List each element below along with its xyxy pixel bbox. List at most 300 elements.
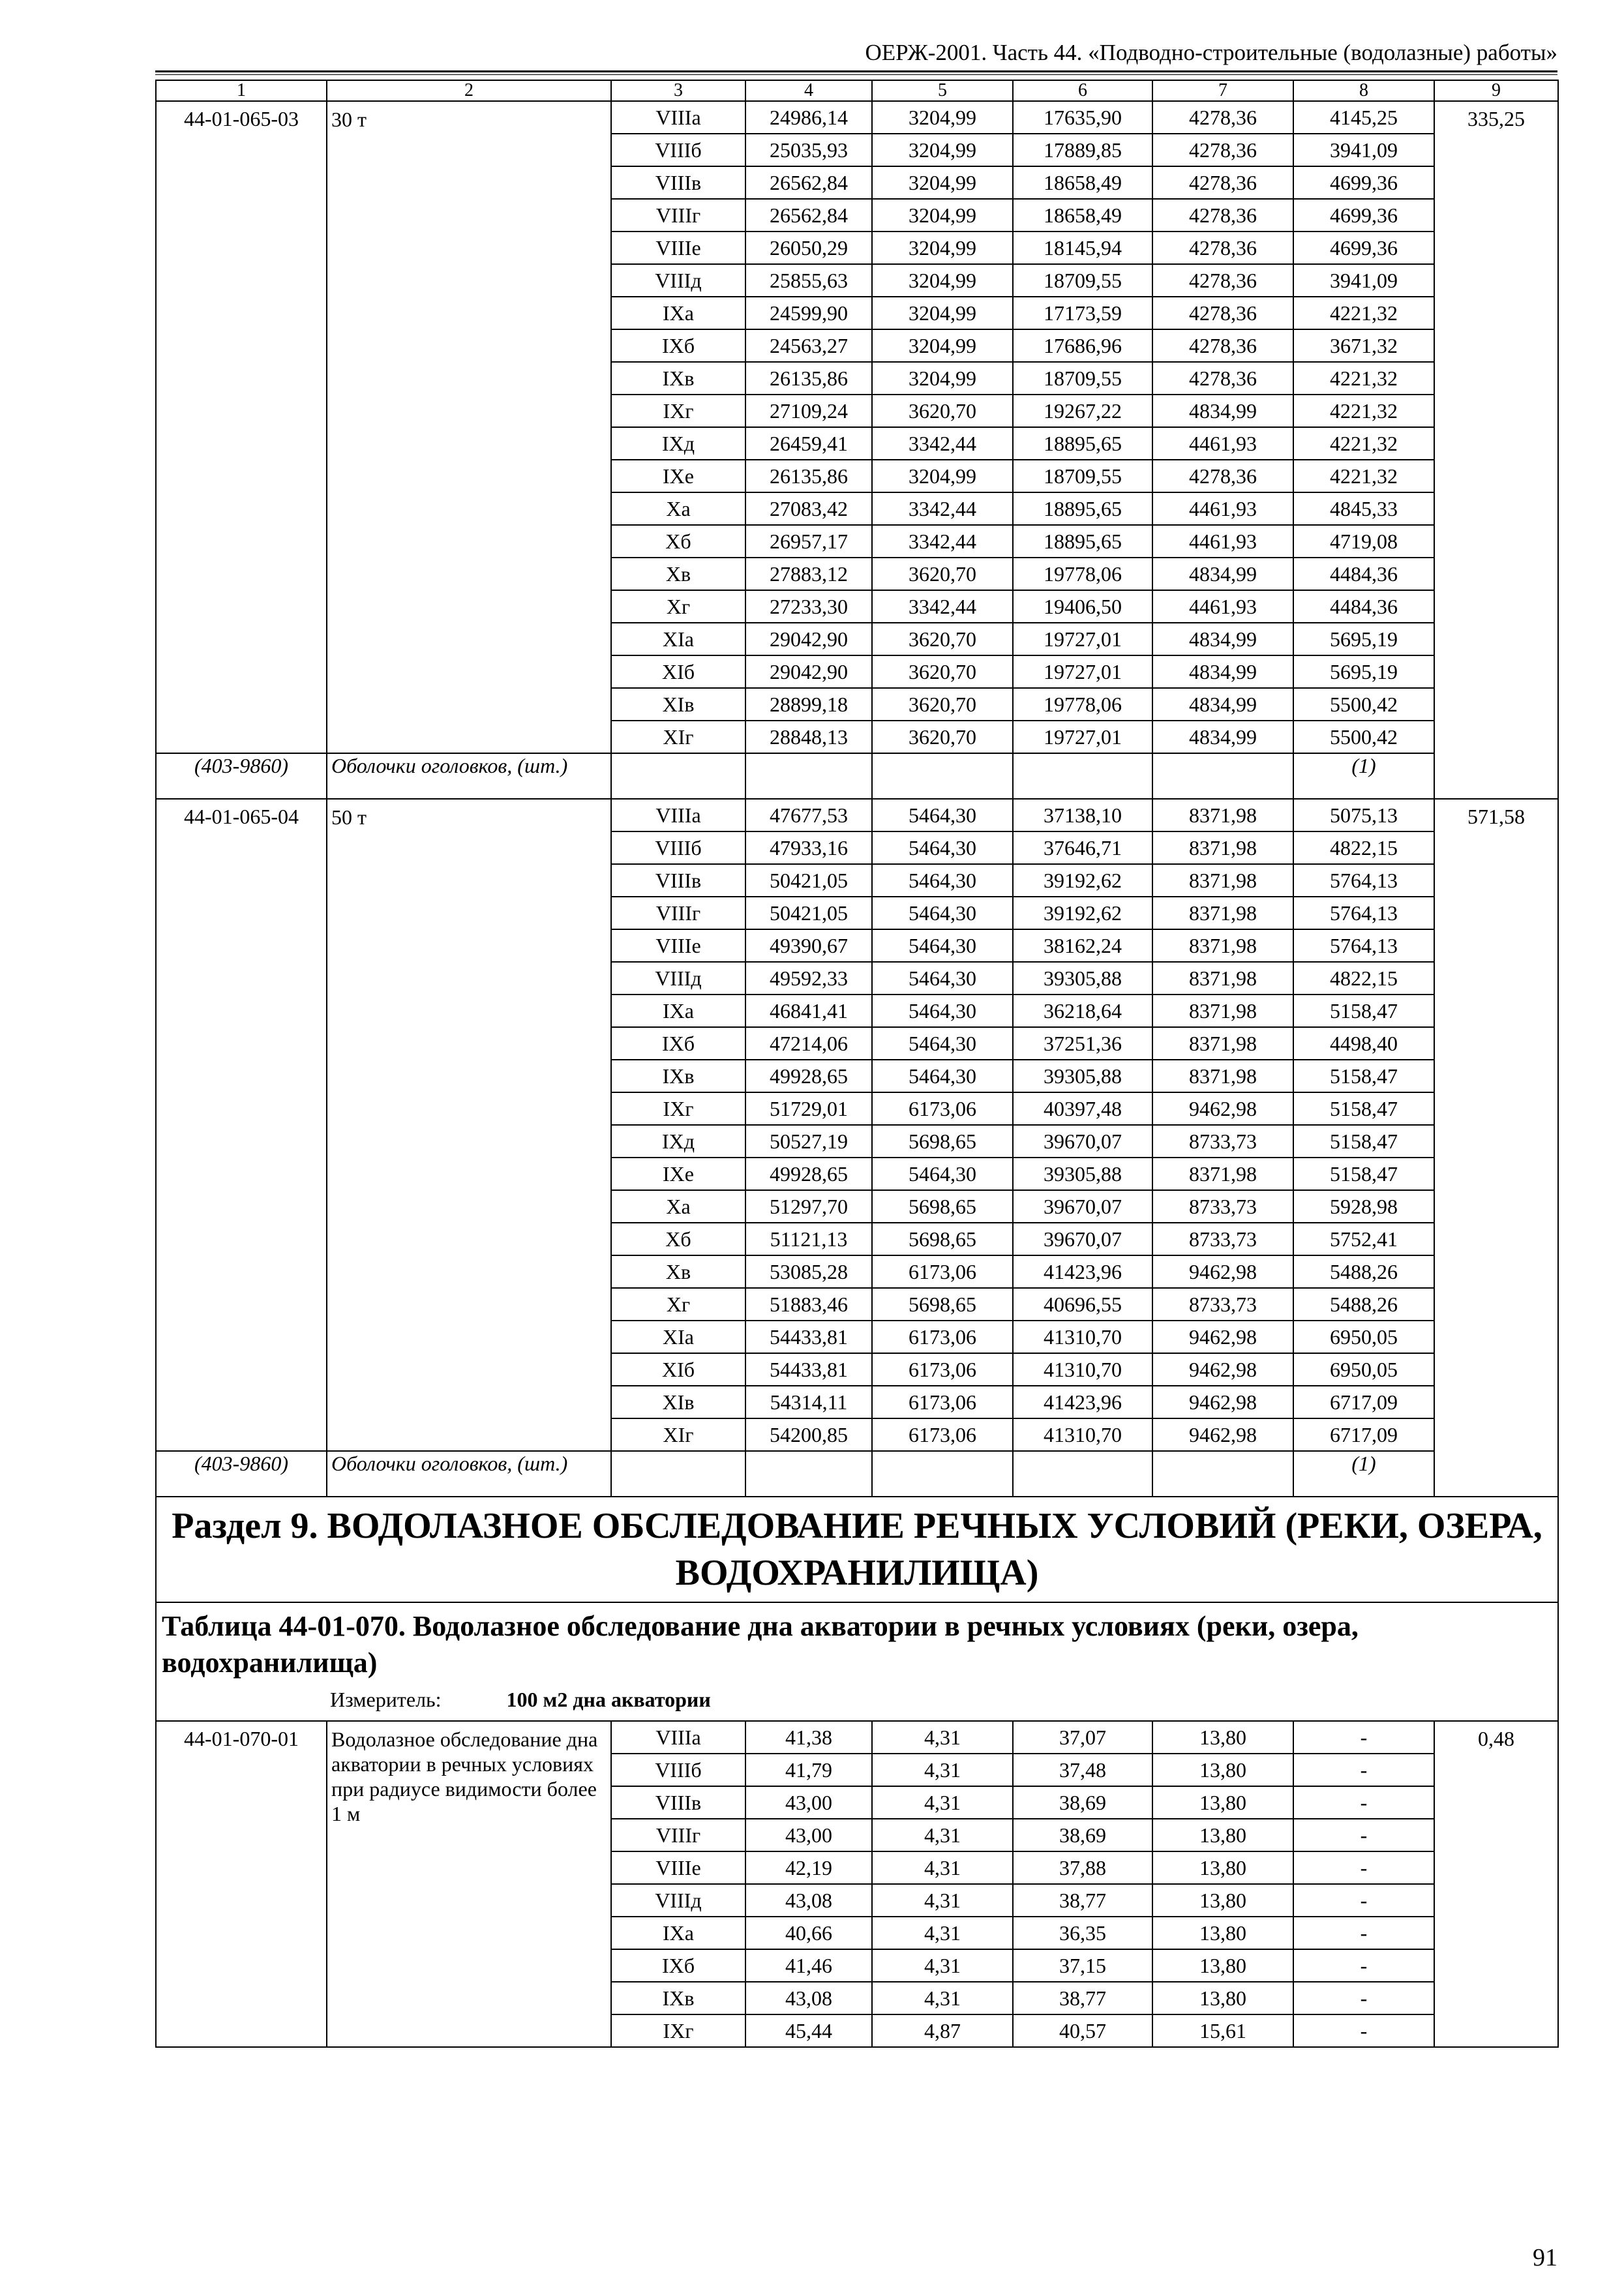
value-cell: 19778,06 [1013, 688, 1152, 721]
value-cell: 8371,98 [1152, 799, 1293, 831]
value-cell: - [1293, 1982, 1434, 2014]
value-cell: 27233,30 [745, 590, 872, 623]
value-cell: 40397,48 [1013, 1092, 1152, 1125]
rates-table [155, 80, 1559, 2048]
zone-cell: IXа [611, 1917, 745, 1949]
value-cell: 6717,09 [1293, 1386, 1434, 1418]
value-cell: - [1293, 1884, 1434, 1917]
value-cell: 41,46 [745, 1949, 872, 1982]
value-cell: 41310,70 [1013, 1418, 1152, 1451]
column-number: 6 [1013, 80, 1152, 101]
value-cell: 4834,99 [1152, 623, 1293, 655]
value-cell: 4278,36 [1152, 199, 1293, 232]
value-cell: 13,80 [1152, 1884, 1293, 1917]
zone-cell: IXб [611, 1027, 745, 1060]
value-cell: 4,31 [872, 1754, 1013, 1786]
value-cell: 37,48 [1013, 1754, 1152, 1786]
zone-cell: IXв [611, 1982, 745, 2014]
zone-cell: Xб [611, 1223, 745, 1255]
value-cell: 24599,90 [745, 297, 872, 329]
value-cell: 9462,98 [1152, 1255, 1293, 1288]
table-row [156, 101, 1558, 134]
value-cell: 6173,06 [872, 1255, 1013, 1288]
value-cell: 8371,98 [1152, 1027, 1293, 1060]
zone-cell: Xг [611, 1288, 745, 1321]
value-cell: 53085,28 [745, 1255, 872, 1288]
section-title: Раздел 9. ВОДОЛАЗНОЕ ОБСЛЕДОВАНИЕ РЕЧНЫХ УСЛОВИЙ (РЕКИ, ОЗЕРА, ВОДОХРАНИЛИЩА) [156, 1497, 1558, 1602]
zone-cell: VIIIг [611, 199, 745, 232]
value-cell: - [1293, 1851, 1434, 1884]
zone-cell: Xв [611, 1255, 745, 1288]
value-cell: 4,31 [872, 1884, 1013, 1917]
value-cell: 38,69 [1013, 1819, 1152, 1851]
value-cell: 24986,14 [745, 101, 872, 134]
value-cell: 8371,98 [1152, 864, 1293, 897]
zone-cell: XIг [611, 1418, 745, 1451]
value-cell: 5158,47 [1293, 1125, 1434, 1158]
value-cell: 3620,70 [872, 558, 1013, 590]
value-cell: 8371,98 [1152, 831, 1293, 864]
value-cell: 26135,86 [745, 362, 872, 395]
page-number: 91 [1533, 2244, 1557, 2271]
value-cell: 5464,30 [872, 929, 1013, 962]
running-header: ОЕРЖ-2001. Часть 44. «Подводно-строительные (водолазные) работы» [865, 40, 1557, 65]
zone-cell: IXв [611, 1060, 745, 1092]
value-cell: 5500,42 [1293, 688, 1434, 721]
value-cell: - [1293, 1721, 1434, 1754]
value-cell: 47214,06 [745, 1027, 872, 1060]
value-cell: 17889,85 [1013, 134, 1152, 166]
section-row [156, 1497, 1558, 1602]
header-rule-thin [155, 74, 1557, 75]
value-cell: 6173,06 [872, 1092, 1013, 1125]
zone-cell: IXд [611, 1125, 745, 1158]
value-cell: 38162,24 [1013, 929, 1152, 962]
zone-cell: VIIIв [611, 1786, 745, 1819]
table-title-row [156, 1602, 1558, 1721]
rate-code: 44-01-065-03 [156, 101, 327, 753]
value-cell: 4278,36 [1152, 134, 1293, 166]
value-cell: 4278,36 [1152, 166, 1293, 199]
value-cell: 49928,65 [745, 1158, 872, 1190]
value-cell: 37646,71 [1013, 831, 1152, 864]
value-cell: 17173,59 [1013, 297, 1152, 329]
value-cell: 13,80 [1152, 1721, 1293, 1754]
value-cell: 3620,70 [872, 655, 1013, 688]
zone-cell: IXг [611, 1092, 745, 1125]
value-cell: 6717,09 [1293, 1418, 1434, 1451]
value-cell: 4221,32 [1293, 427, 1434, 460]
zone-cell: VIIIе [611, 929, 745, 962]
value-cell: 8733,73 [1152, 1190, 1293, 1223]
value-cell: 37,15 [1013, 1949, 1152, 1982]
value-cell: 3941,09 [1293, 134, 1434, 166]
value-cell: - [1293, 1917, 1434, 1949]
zone-cell: XIа [611, 623, 745, 655]
col9-value: 571,58 [1434, 799, 1558, 1497]
value-cell: 3204,99 [872, 460, 1013, 492]
value-cell: 4278,36 [1152, 264, 1293, 297]
empty-cell [611, 1451, 745, 1497]
value-cell: 26050,29 [745, 232, 872, 264]
value-cell: 17635,90 [1013, 101, 1152, 134]
value-cell: 13,80 [1152, 1982, 1293, 2014]
value-cell: 3204,99 [872, 232, 1013, 264]
value-cell: 42,19 [745, 1851, 872, 1884]
value-cell: - [1293, 1819, 1434, 1851]
value-cell: 4278,36 [1152, 297, 1293, 329]
value-cell: 18709,55 [1013, 264, 1152, 297]
table-row [156, 799, 1558, 831]
value-cell: 50421,05 [745, 897, 872, 929]
value-cell: 3342,44 [872, 427, 1013, 460]
zone-cell: Xб [611, 525, 745, 558]
measure-label: Измеритель: [330, 1688, 442, 1711]
value-cell: 4822,15 [1293, 831, 1434, 864]
zone-cell: VIIIг [611, 897, 745, 929]
zone-cell: VIIIг [611, 1819, 745, 1851]
table-row [156, 1721, 1558, 1754]
value-cell: 39192,62 [1013, 864, 1152, 897]
value-cell: 51883,46 [745, 1288, 872, 1321]
value-cell: 4278,36 [1152, 362, 1293, 395]
zone-cell: IXг [611, 395, 745, 427]
value-cell: 5464,30 [872, 995, 1013, 1027]
value-cell: 40,66 [745, 1917, 872, 1949]
value-cell: 3342,44 [872, 525, 1013, 558]
value-cell: 5698,65 [872, 1125, 1013, 1158]
value-cell: 37138,10 [1013, 799, 1152, 831]
rate-name: 30 т [327, 101, 611, 753]
value-cell: 38,77 [1013, 1982, 1152, 2014]
value-cell: 26562,84 [745, 166, 872, 199]
value-cell: 13,80 [1152, 1819, 1293, 1851]
value-cell: 4834,99 [1152, 688, 1293, 721]
value-cell: 13,80 [1152, 1786, 1293, 1819]
value-cell: 51297,70 [745, 1190, 872, 1223]
value-cell: 26459,41 [745, 427, 872, 460]
value-cell: 27883,12 [745, 558, 872, 590]
value-cell: 4834,99 [1152, 655, 1293, 688]
value-cell: 49390,67 [745, 929, 872, 962]
value-cell: 3204,99 [872, 297, 1013, 329]
zone-cell: IXе [611, 460, 745, 492]
value-cell: 3204,99 [872, 329, 1013, 362]
zone-cell: IXд [611, 427, 745, 460]
value-cell: 3671,32 [1293, 329, 1434, 362]
value-cell: 54200,85 [745, 1418, 872, 1451]
value-cell: 5928,98 [1293, 1190, 1434, 1223]
value-cell: 5752,41 [1293, 1223, 1434, 1255]
empty-cell [745, 1451, 872, 1497]
value-cell: 13,80 [1152, 1851, 1293, 1884]
value-cell: 28899,18 [745, 688, 872, 721]
value-cell: 8371,98 [1152, 1060, 1293, 1092]
value-cell: 18145,94 [1013, 232, 1152, 264]
value-cell: 18895,65 [1013, 492, 1152, 525]
empty-cell [872, 1451, 1013, 1497]
zone-cell: VIIIв [611, 166, 745, 199]
zone-cell: VIIIа [611, 1721, 745, 1754]
value-cell: 4,31 [872, 1949, 1013, 1982]
value-cell: 19267,22 [1013, 395, 1152, 427]
value-cell: 9462,98 [1152, 1092, 1293, 1125]
value-cell: 3204,99 [872, 362, 1013, 395]
value-cell: 9462,98 [1152, 1353, 1293, 1386]
value-cell: 4145,25 [1293, 101, 1434, 134]
value-cell: 18709,55 [1013, 460, 1152, 492]
zone-cell: VIIIб [611, 831, 745, 864]
value-cell: 29042,90 [745, 655, 872, 688]
value-cell: 40696,55 [1013, 1288, 1152, 1321]
note-code: (403-9860) [156, 753, 327, 799]
table-title: Таблица 44-01-070. Водолазное обследование дна акватории в речных условиях (реки, озера, водохранилища) [162, 1610, 1359, 1679]
value-cell: 19727,01 [1013, 623, 1152, 655]
zone-cell: VIIIа [611, 799, 745, 831]
value-cell: 41,38 [745, 1721, 872, 1754]
value-cell: 4461,93 [1152, 427, 1293, 460]
value-cell: 13,80 [1152, 1949, 1293, 1982]
value-cell: 37,07 [1013, 1721, 1152, 1754]
value-cell: 54433,81 [745, 1321, 872, 1353]
value-cell: 26957,17 [745, 525, 872, 558]
value-cell: 5464,30 [872, 864, 1013, 897]
value-cell: 4221,32 [1293, 395, 1434, 427]
value-cell: 45,44 [745, 2014, 872, 2047]
zone-cell: IXг [611, 2014, 745, 2047]
value-cell: 8371,98 [1152, 1158, 1293, 1190]
value-cell: 3342,44 [872, 590, 1013, 623]
value-cell: 4,31 [872, 1851, 1013, 1884]
empty-cell [745, 753, 872, 799]
value-cell: 18895,65 [1013, 525, 1152, 558]
zone-cell: Xа [611, 1190, 745, 1223]
column-number-row [156, 80, 1558, 101]
zone-cell: VIIIб [611, 134, 745, 166]
column-number: 9 [1434, 80, 1558, 101]
zone-cell: Xг [611, 590, 745, 623]
value-cell: 19727,01 [1013, 721, 1152, 753]
value-cell: 4,31 [872, 1917, 1013, 1949]
zone-cell: VIIIв [611, 864, 745, 897]
value-cell: 5500,42 [1293, 721, 1434, 753]
value-cell: 47933,16 [745, 831, 872, 864]
column-number: 2 [327, 80, 611, 101]
value-cell: 4484,36 [1293, 590, 1434, 623]
value-cell: 51121,13 [745, 1223, 872, 1255]
value-cell: 18658,49 [1013, 166, 1152, 199]
value-cell: 47677,53 [745, 799, 872, 831]
value-cell: 25855,63 [745, 264, 872, 297]
note-name: Оболочки оголовков, (шт.) [327, 753, 611, 799]
value-cell: 4221,32 [1293, 460, 1434, 492]
col9-value: 0,48 [1434, 1721, 1558, 2047]
value-cell: 5764,13 [1293, 897, 1434, 929]
value-cell: 6950,05 [1293, 1353, 1434, 1386]
value-cell: 39670,07 [1013, 1190, 1152, 1223]
value-cell: 4719,08 [1293, 525, 1434, 558]
col9-value: 335,25 [1434, 101, 1558, 799]
zone-cell: IXв [611, 362, 745, 395]
value-cell: 9462,98 [1152, 1321, 1293, 1353]
value-cell: 8371,98 [1152, 962, 1293, 995]
value-cell: 5464,30 [872, 831, 1013, 864]
value-cell: 9462,98 [1152, 1386, 1293, 1418]
value-cell: - [1293, 1786, 1434, 1819]
value-cell: 4,87 [872, 2014, 1013, 2047]
value-cell: 5075,13 [1293, 799, 1434, 831]
value-cell: 5695,19 [1293, 623, 1434, 655]
value-cell: 49928,65 [745, 1060, 872, 1092]
value-cell: 26135,86 [745, 460, 872, 492]
zone-cell: XIв [611, 688, 745, 721]
value-cell: 5764,13 [1293, 864, 1434, 897]
zone-cell: IXб [611, 1949, 745, 1982]
value-cell: 3941,09 [1293, 264, 1434, 297]
value-cell: 3620,70 [872, 721, 1013, 753]
value-cell: 6950,05 [1293, 1321, 1434, 1353]
value-cell: 27083,42 [745, 492, 872, 525]
value-cell: 5464,30 [872, 962, 1013, 995]
value-cell: 4278,36 [1152, 101, 1293, 134]
value-cell: 39192,62 [1013, 897, 1152, 929]
value-cell: 5464,30 [872, 897, 1013, 929]
note-row [156, 1451, 1558, 1497]
column-number: 4 [745, 80, 872, 101]
value-cell: 24563,27 [745, 329, 872, 362]
value-cell: 4834,99 [1152, 395, 1293, 427]
empty-cell [872, 753, 1013, 799]
value-cell: 6173,06 [872, 1321, 1013, 1353]
zone-cell: VIIIа [611, 101, 745, 134]
value-cell: 41310,70 [1013, 1353, 1152, 1386]
zone-cell: IXб [611, 329, 745, 362]
value-cell: 3620,70 [872, 623, 1013, 655]
zone-cell: Xв [611, 558, 745, 590]
value-cell: 13,80 [1152, 1917, 1293, 1949]
value-cell: 18709,55 [1013, 362, 1152, 395]
value-cell: 3620,70 [872, 395, 1013, 427]
value-cell: 5464,30 [872, 1060, 1013, 1092]
value-cell: 41423,96 [1013, 1255, 1152, 1288]
empty-cell [1152, 753, 1293, 799]
value-cell: 3204,99 [872, 199, 1013, 232]
value-cell: 50527,19 [745, 1125, 872, 1158]
value-cell: 18895,65 [1013, 427, 1152, 460]
value-cell: 54433,81 [745, 1353, 872, 1386]
value-cell: 5488,26 [1293, 1255, 1434, 1288]
value-cell: 4461,93 [1152, 492, 1293, 525]
value-cell: 39305,88 [1013, 962, 1152, 995]
value-cell: 38,77 [1013, 1884, 1152, 1917]
value-cell: 43,00 [745, 1819, 872, 1851]
value-cell: 3620,70 [872, 688, 1013, 721]
value-cell: 4461,93 [1152, 590, 1293, 623]
value-cell: 6173,06 [872, 1353, 1013, 1386]
value-cell: 8371,98 [1152, 929, 1293, 962]
value-cell: 50421,05 [745, 864, 872, 897]
value-cell: 38,69 [1013, 1786, 1152, 1819]
column-number: 1 [156, 80, 327, 101]
note-value: (1) [1293, 753, 1434, 799]
value-cell: 4834,99 [1152, 721, 1293, 753]
value-cell: 4834,99 [1152, 558, 1293, 590]
value-cell: 46841,41 [745, 995, 872, 1027]
value-cell: 5698,65 [872, 1288, 1013, 1321]
table-title-cell [156, 1602, 1558, 1721]
value-cell: 36218,64 [1013, 995, 1152, 1027]
value-cell: 4,31 [872, 1721, 1013, 1754]
value-cell: 54314,11 [745, 1386, 872, 1418]
note-row [156, 753, 1558, 799]
value-cell: 4699,36 [1293, 166, 1434, 199]
zone-cell: VIIIб [611, 1754, 745, 1786]
zone-cell: XIб [611, 1353, 745, 1386]
rate-name: 50 т [327, 799, 611, 1451]
value-cell: 13,80 [1152, 1754, 1293, 1786]
value-cell: 3204,99 [872, 101, 1013, 134]
zone-cell: VIIIе [611, 1851, 745, 1884]
value-cell: 4822,15 [1293, 962, 1434, 995]
measure-line [330, 1681, 1552, 1718]
value-cell: 8371,98 [1152, 897, 1293, 929]
value-cell: 5464,30 [872, 1158, 1013, 1190]
value-cell: 5764,13 [1293, 929, 1434, 962]
zone-cell: Xа [611, 492, 745, 525]
value-cell: 39305,88 [1013, 1158, 1152, 1190]
note-value: (1) [1293, 1451, 1434, 1497]
column-number: 3 [611, 80, 745, 101]
value-cell: 4,31 [872, 1786, 1013, 1819]
header-rule [155, 70, 1557, 72]
note-name: Оболочки оголовков, (шт.) [327, 1451, 611, 1497]
zone-cell: IXе [611, 1158, 745, 1190]
rate-code: 44-01-070-01 [156, 1721, 327, 2047]
note-code: (403-9860) [156, 1451, 327, 1497]
value-cell: 4,31 [872, 1982, 1013, 2014]
column-number: 5 [872, 80, 1013, 101]
value-cell: 29042,90 [745, 623, 872, 655]
value-cell: 4699,36 [1293, 232, 1434, 264]
zone-cell: XIб [611, 655, 745, 688]
value-cell: 49592,33 [745, 962, 872, 995]
column-number: 8 [1293, 80, 1434, 101]
value-cell: 37,88 [1013, 1851, 1152, 1884]
zone-cell: IXа [611, 995, 745, 1027]
value-cell: 4461,93 [1152, 525, 1293, 558]
value-cell: 19727,01 [1013, 655, 1152, 688]
value-cell: 4845,33 [1293, 492, 1434, 525]
value-cell: 5488,26 [1293, 1288, 1434, 1321]
value-cell: 4221,32 [1293, 362, 1434, 395]
value-cell: 3204,99 [872, 134, 1013, 166]
zone-cell: VIIIд [611, 962, 745, 995]
value-cell: 37251,36 [1013, 1027, 1152, 1060]
value-cell: 39305,88 [1013, 1060, 1152, 1092]
value-cell: 5464,30 [872, 799, 1013, 831]
column-number: 7 [1152, 80, 1293, 101]
value-cell: 40,57 [1013, 2014, 1152, 2047]
value-cell: 5158,47 [1293, 1158, 1434, 1190]
value-cell: 4,31 [872, 1819, 1013, 1851]
value-cell: 43,00 [745, 1786, 872, 1819]
zone-cell: VIIIе [611, 232, 745, 264]
value-cell: 4221,32 [1293, 297, 1434, 329]
value-cell: 25035,93 [745, 134, 872, 166]
zone-cell: XIг [611, 721, 745, 753]
value-cell: 5158,47 [1293, 1092, 1434, 1125]
value-cell: 8371,98 [1152, 995, 1293, 1027]
